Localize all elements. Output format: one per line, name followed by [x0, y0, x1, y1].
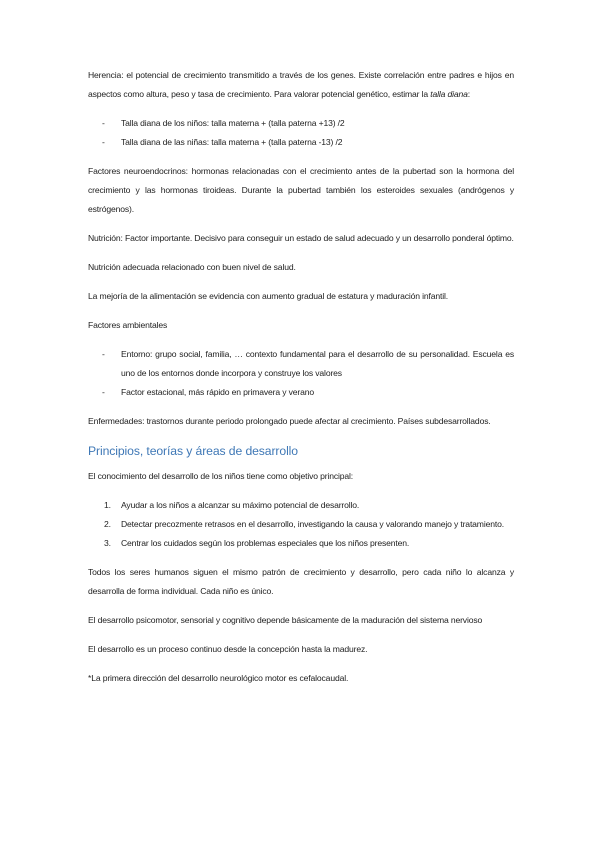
- ambientales-list: [88, 345, 514, 402]
- document-body: [88, 66, 514, 698]
- paragraph-proceso-continuo: El desarrollo es un proceso continuo desde la concepción hasta la madurez.: [88, 644, 368, 654]
- paragraph-patron: Todos los seres humanos siguen el mismo patrón de crecimiento y desarrollo, pero cada niño lo alcanza y desarrolla de forma individual. Cada niño es único.: [88, 567, 514, 596]
- paragraph-neuroendocrinos: Factores neuroendocrinos: hormonas relacionadas con el crecimiento antes de la pubertad son la hormona del crecimiento y las hormonas tiroideas. Durante la pubertad también los esteroides sexuales (andrógenos y estrógenos).: [88, 166, 514, 214]
- paragraph-enfermedades: Enfermedades: trastornos durante periodo prolongado puede afectar al crecimiento. Países subdesarrollados.: [88, 416, 491, 426]
- list-item: 3. Centrar los cuidados según los problemas especiales que los niños presenten.: [88, 534, 514, 553]
- paragraph-objetivo: El conocimiento del desarrollo de los niños tiene como objetivo principal:: [88, 471, 354, 481]
- dash-marker: -: [102, 349, 105, 359]
- paragraph-cefalocaudal: *La primera dirección del desarrollo neurológico motor es cefalocaudal.: [88, 673, 349, 683]
- dash-marker: -: [102, 387, 105, 397]
- talla-diana-list: [88, 114, 514, 152]
- list-item: 1. Ayudar a los niños a alcanzar su máximo potencial de desarrollo.: [88, 496, 514, 515]
- list-item: 2. Detectar precozmente retrasos en el desarrollo, investigando la causa y valorando manejo y tratamiento.: [88, 515, 514, 534]
- italic-term: talla diana: [430, 89, 468, 99]
- list-item: - Factor estacional, más rápido en primavera y verano: [88, 383, 514, 402]
- paragraph-herencia: Herencia: el potencial de crecimiento transmitido a través de los genes. Existe correlación entre padres e hijos en aspectos como altura, peso y tasa de crecimiento. Para valorar potencial genético, estimar la talla diana:: [88, 70, 514, 99]
- section-heading: Principios, teorías y áreas de desarrollo: [88, 444, 298, 458]
- paragraph-alimentacion: La mejoría de la alimentación se evidencia con aumento gradual de estatura y maduración infantil.: [88, 291, 448, 301]
- objetivos-list: [88, 496, 514, 553]
- paragraph-factores-ambientales: Factores ambientales: [88, 320, 168, 330]
- number-marker: 1.: [104, 500, 111, 510]
- paragraph-nutricion: Nutrición: Factor importante. Decisivo para conseguir un estado de salud adecuado y un desarrollo ponderal óptimo.: [88, 233, 514, 243]
- list-item: - Talla diana de las niñas: talla materna + (talla paterna -13) /2: [88, 133, 514, 152]
- number-marker: 2.: [104, 519, 111, 529]
- number-marker: 3.: [104, 538, 111, 548]
- list-item: - Talla diana de los niños: talla materna + (talla paterna +13) /2: [88, 114, 514, 133]
- dash-marker: -: [102, 118, 105, 128]
- paragraph-psicomotor: El desarrollo psicomotor, sensorial y cognitivo depende básicamente de la maduración del sistema nervioso: [88, 615, 483, 625]
- list-item: - Entorno: grupo social, familia, … contexto fundamental para el desarrollo de su personalidad. Escuela es uno de los entornos donde incorpora y construye los valores: [88, 345, 514, 383]
- dash-marker: -: [102, 137, 105, 147]
- paragraph-nutricion-adecuada: Nutrición adecuada relacionado con buen nivel de salud.: [88, 262, 296, 272]
